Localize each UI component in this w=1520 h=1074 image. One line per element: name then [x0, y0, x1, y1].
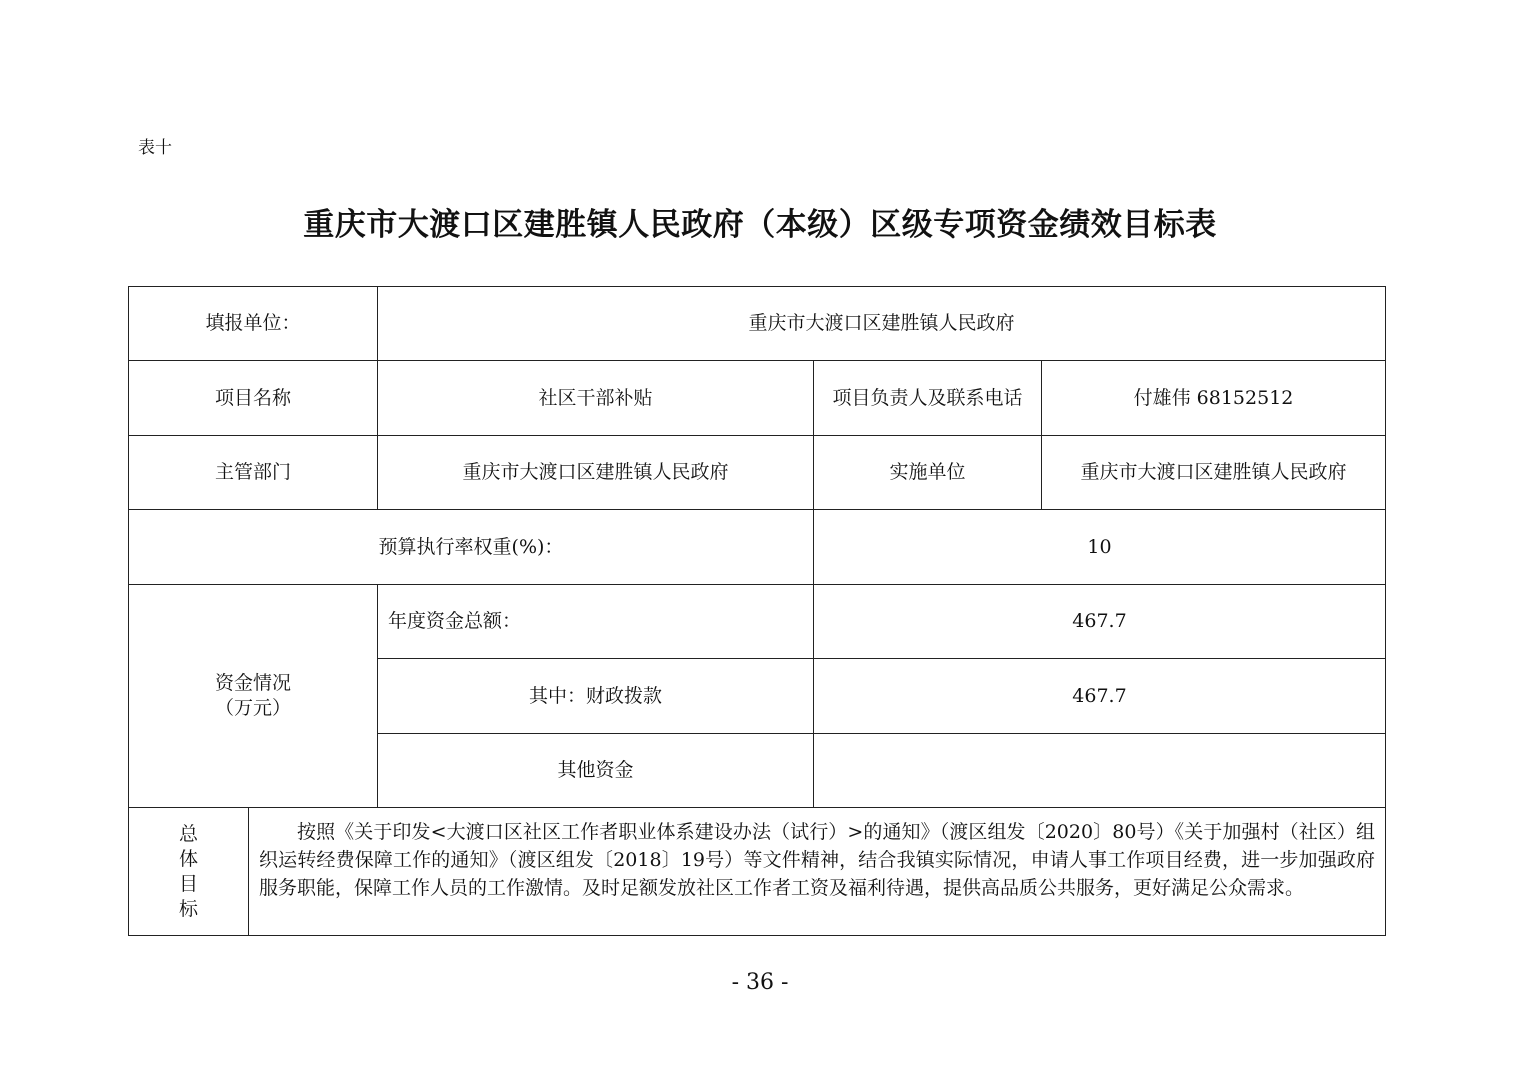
other-funds-value — [814, 734, 1386, 808]
funding-label — [128, 585, 378, 808]
implementer-value: 重庆市大渡口区建胜镇人民政府 — [1042, 436, 1386, 510]
other-funds-label: 其他资金 — [378, 734, 814, 808]
goal-label-char: 体 — [178, 847, 198, 870]
funding-label-line2: （万元） — [214, 697, 291, 719]
performance-target-table — [128, 286, 1386, 936]
project-name-label: 项目名称 — [128, 361, 378, 436]
budget-weight-value: 10 — [814, 510, 1386, 585]
goal-label-char: 标 — [178, 897, 198, 920]
contact-value: 付雄伟 68152512 — [1042, 361, 1386, 436]
reporting-unit-value: 重庆市大渡口区建胜镇人民政府 — [378, 286, 1386, 361]
goal-label-char: 总 — [178, 822, 198, 845]
fiscal-allocation-value: 467.7 — [814, 659, 1386, 734]
department-value: 重庆市大渡口区建胜镇人民政府 — [378, 436, 814, 510]
reporting-unit-label: 填报单位： — [128, 286, 378, 361]
contact-label: 项目负责人及联系电话 — [814, 361, 1042, 436]
table-label: 表十 — [138, 138, 172, 158]
page-number: - 36 - — [731, 970, 789, 995]
annual-total-label: 年度资金总额： — [378, 585, 814, 659]
department-label: 主管部门 — [128, 436, 378, 510]
implementer-label: 实施单位 — [814, 436, 1042, 510]
page-title: 重庆市大渡口区建胜镇人民政府（本级）区级专项资金绩效目标表 — [303, 207, 1217, 243]
overall-goal-label — [128, 808, 249, 936]
overall-goal-text: 按照《关于印发<大渡口区社区工作者职业体系建设办法（试行）>的通知》（渡区组发〔2020〕80号）《关于加强村（社区）组织运转经费保障工作的通知》（渡区组发〔2018〕19号）等文件精神，结合我镇实际情况，申请人事工作项目经费，进一步加强政府服务职能，保障工作人员的工作激情。及时足额发放社区工作者工资及福利待遇，提供高品质公共服务，更好满足公众需求。 — [249, 808, 1386, 936]
budget-weight-label: 预算执行率权重(%)： — [128, 510, 814, 585]
project-name-value: 社区干部补贴 — [378, 361, 814, 436]
funding-label-line1: 资金情况 — [214, 672, 291, 694]
annual-total-value: 467.7 — [814, 585, 1386, 659]
goal-label-char: 目 — [178, 872, 198, 895]
fiscal-allocation-label: 其中：财政拨款 — [378, 659, 814, 734]
